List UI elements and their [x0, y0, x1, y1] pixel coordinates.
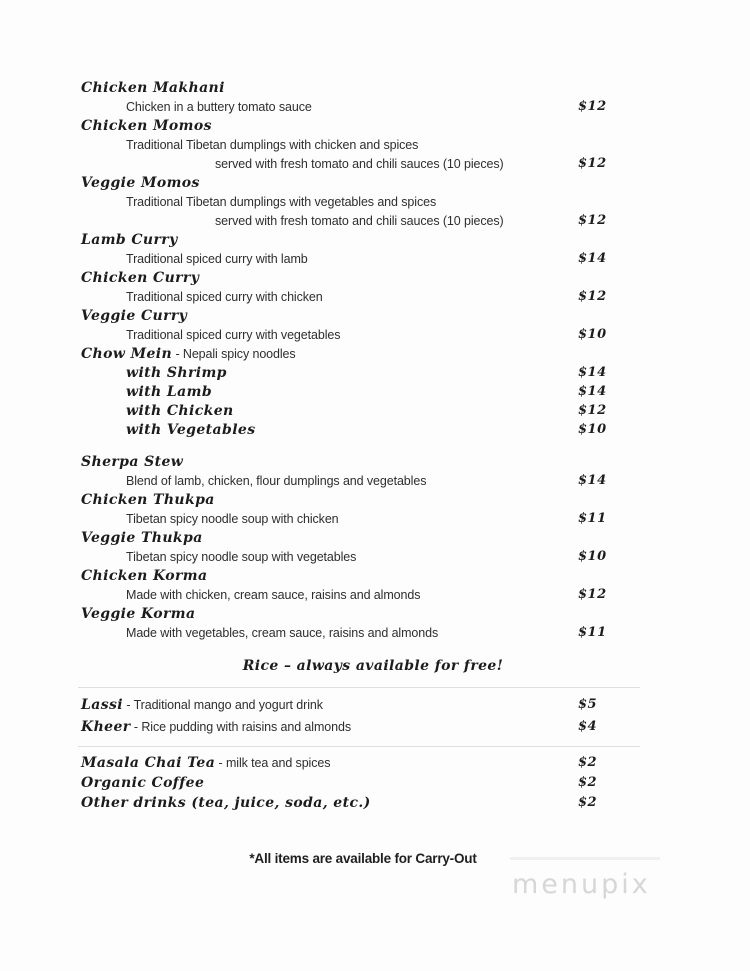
menu-item [0, 716, 750, 738]
menu-item-price: $5 [578, 697, 598, 712]
menu-item [0, 753, 750, 773]
menu-item-price: $12 [578, 403, 607, 418]
menu-item [0, 173, 750, 192]
menu-item-description-text: Traditional spiced curry with chicken [126, 290, 323, 304]
menu-item [0, 116, 750, 135]
menupix-watermark: menupix [512, 869, 651, 900]
menu-item [0, 490, 750, 509]
menu-item [0, 344, 750, 363]
menu-item-price: $12 [578, 156, 607, 171]
menu-item-description-line [0, 97, 750, 116]
menu-item-name: Chicken Curry [81, 270, 200, 286]
menu-item-price: $14 [578, 473, 607, 488]
menu-item-price: $10 [578, 327, 607, 342]
menu-item-description-line [0, 509, 750, 528]
menu-item [0, 306, 750, 325]
menu-item-price: $11 [578, 625, 607, 640]
menu-item [0, 452, 750, 471]
menu-item-description-line [0, 211, 750, 230]
section-divider-line [78, 687, 640, 688]
menu-item-name: Lamb Curry [81, 232, 178, 248]
menu-item-name: with Lamb [126, 384, 213, 400]
menu-item-description-text: Chicken in a buttery tomato sauce [126, 100, 312, 114]
menu-item [0, 604, 750, 623]
menu-item [0, 528, 750, 547]
menu-item-description-line [0, 249, 750, 268]
menu-item-name: Chicken Thukpa [81, 492, 215, 508]
menu-item-price: $12 [578, 99, 607, 114]
menu-item [0, 363, 750, 382]
menu-item-description-line [0, 287, 750, 306]
menu-section-drinks [0, 746, 750, 813]
menu-item-price: $14 [578, 384, 607, 399]
menu-item-price: $10 [578, 549, 607, 564]
menu-item-name: Chicken Korma [81, 568, 208, 584]
menu-item-description: - milk tea and spices [215, 756, 331, 770]
menu-item [0, 230, 750, 249]
menu-section-items [0, 78, 750, 439]
menu-section-items [0, 753, 750, 813]
menu-item-name: Veggie Thukpa [81, 530, 203, 546]
menu-item-description-text: Made with chicken, cream sauce, raisins and almonds [126, 588, 421, 602]
menu-section-mains-1 [0, 78, 750, 439]
menu-item-description-line [0, 623, 750, 642]
menu-item-description-text: Blend of lamb, chicken, flour dumplings and vegetables [126, 474, 427, 488]
menu-item-price: $12 [578, 289, 607, 304]
menu-item [0, 694, 750, 716]
menu-item-description-text: served with fresh tomato and chili sauces (10 pieces) [215, 157, 504, 171]
watermark-band [510, 857, 660, 860]
menu-section-mains-2 [0, 452, 750, 642]
menu-item-price: $4 [578, 719, 598, 734]
menu-section-desserts [0, 687, 750, 738]
menu-section-items [0, 694, 750, 738]
menu-item-description-text: Tibetan spicy noodle soup with chicken [126, 512, 339, 526]
menu-item-description-line [0, 192, 750, 211]
menu-item-price: $2 [578, 795, 598, 810]
menu-item-description-line [0, 325, 750, 344]
menu-item-name: Organic Coffee [81, 775, 205, 791]
menu-item-price: $2 [578, 775, 598, 790]
rice-note: Rice – always available for free! [242, 658, 504, 674]
menu-item [0, 773, 750, 793]
menu-item [0, 420, 750, 439]
menu-item-price: $10 [578, 422, 607, 437]
menu-item-description-text: served with fresh tomato and chili sauces (10 pieces) [215, 214, 504, 228]
menu-item-price: $14 [578, 365, 607, 380]
menu-item-description-text: Traditional spiced curry with vegetables [126, 328, 341, 342]
menu-item-description-text: Traditional spiced curry with lamb [126, 252, 308, 266]
menu-item-description-line [0, 547, 750, 566]
menu-item-description-text: Tibetan spicy noodle soup with vegetables [126, 550, 357, 564]
menu-item-name: Chicken Makhani [81, 80, 225, 96]
menu-item-description-line [0, 585, 750, 604]
menu-item-name: Veggie Momos [81, 175, 200, 191]
menu-item-description-line [0, 471, 750, 490]
menu-item-price: $2 [578, 755, 598, 770]
menu-item-name: Masala Chai Tea [81, 755, 216, 771]
menu-item-description-text: Traditional Tibetan dumplings with chicken and spices [126, 138, 419, 152]
menu-item [0, 382, 750, 401]
menu-item-description: - Traditional mango and yogurt drink [123, 698, 323, 712]
menu-item-price: $11 [578, 511, 607, 526]
menu-item-name: Kheer [81, 719, 131, 735]
menu-item-description: - Nepali spicy noodles [172, 347, 296, 361]
menu-item-name: Chicken Momos [81, 118, 212, 134]
menu-item-name: with Shrimp [126, 365, 227, 381]
menu-item-name: Veggie Curry [81, 308, 188, 324]
menu-item-description-line [0, 135, 750, 154]
menu-item-name: with Vegetables [126, 422, 256, 438]
menu-item [0, 268, 750, 287]
menu-item-price: $14 [578, 251, 607, 266]
menu-section-items [0, 452, 750, 642]
menu-item-name: Sherpa Stew [81, 454, 184, 470]
carryout-note: *All items are available for Carry-Out [249, 851, 477, 866]
section-divider-line [78, 746, 640, 747]
menu-item-description: - Rice pudding with raisins and almonds [130, 720, 351, 734]
menu-item-name: Veggie Korma [81, 606, 196, 622]
menu-item-description-text: Made with vegetables, cream sauce, raisins and almonds [126, 626, 439, 640]
menu-item [0, 401, 750, 420]
menu-item-name: with Chicken [126, 403, 234, 419]
menu-item [0, 78, 750, 97]
menu-item-name: Lassi [81, 697, 123, 713]
menu-item [0, 566, 750, 585]
menu-item-name: Other drinks (tea, juice, soda, etc.) [81, 795, 371, 811]
menu-item-price: $12 [578, 587, 607, 602]
menu-item-description-text: Traditional Tibetan dumplings with vegetables and spices [126, 195, 437, 209]
menu-item [0, 793, 750, 813]
menu-item-price: $12 [578, 213, 607, 228]
menu-item-description-line [0, 154, 750, 173]
menu-item-name: Chow Mein [81, 346, 173, 362]
